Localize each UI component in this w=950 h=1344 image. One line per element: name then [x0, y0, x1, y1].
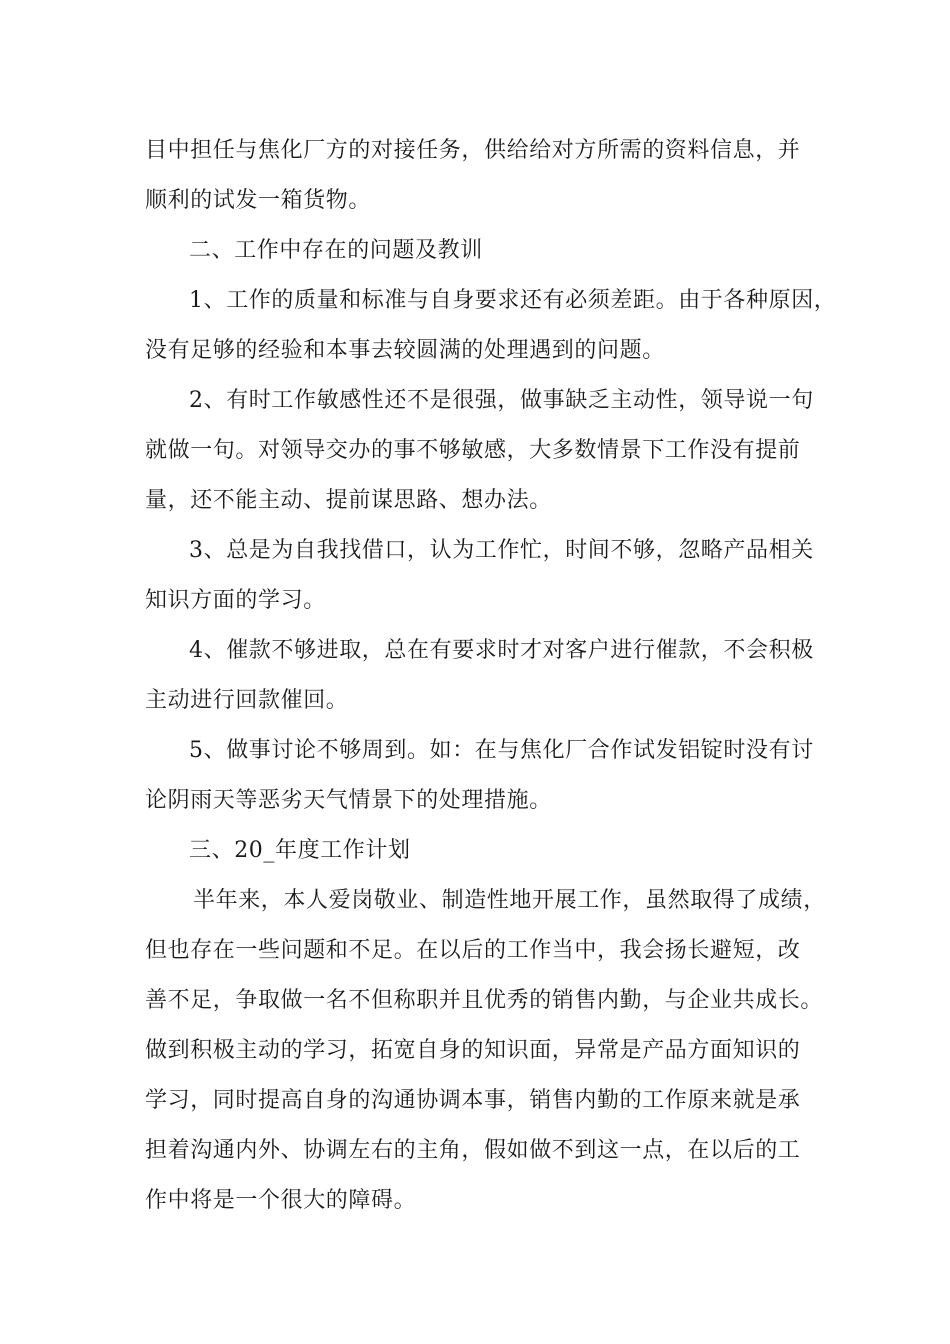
text-line: 4、催款不够进取，总在有要求时才对客户进行催款，不会积极: [189, 638, 814, 663]
text-line: 学习，同时提高自身的沟通协调本事，销售内勤的工作原来就是承: [145, 1088, 801, 1113]
section-heading: 三、20_年度工作计划: [189, 838, 411, 863]
text-line: 量，还不能主动、提前谋思路、想办法。: [145, 488, 552, 513]
text-line: 但也存在一些问题和不足。在以后的工作当中，我会扬长避短，改: [145, 938, 801, 963]
text-line: 作中将是一个很大的障碍。: [145, 1188, 417, 1213]
text-line: 顺利的试发一箱货物。: [145, 188, 372, 213]
text-line: 1、工作的质量和标准与自身要求还有必须差距。由于各种原因，: [189, 288, 837, 313]
text-line: 2、有时工作敏感性还不是很强，做事缺乏主动性，领导说一句: [189, 388, 814, 413]
text-line: 就做一句。对领导交办的事不够敏感，大多数情景下工作没有提前: [145, 438, 801, 463]
text-line: 目中担任与焦化厂方的对接任务，供给给对方所需的资料信息，并: [145, 138, 801, 163]
section-heading: 二、工作中存在的问题及教训: [189, 238, 483, 263]
text-line: 没有足够的经验和本事去较圆满的处理遇到的问题。: [145, 338, 665, 363]
text-line: 5、做事讨论不够周到。如：在与焦化厂合作试发铝锭时没有讨: [189, 738, 814, 763]
text-line: 担着沟通内外、协调左右的主角，假如做不到这一点，在以后的工: [145, 1138, 801, 1163]
text-line: 做到积极主动的学习，拓宽自身的知识面，异常是产品方面知识的: [145, 1038, 801, 1063]
text-line: 论阴雨天等恶劣天气情景下的处理措施。: [145, 788, 552, 813]
text-line: 半年来，本人爱岗敬业、制造性地开展工作，虽然取得了成绩，: [193, 888, 826, 913]
text-line: 知识方面的学习。: [145, 588, 326, 613]
text-line: 主动进行回款催回。: [145, 688, 349, 713]
text-line: 善不足，争取做一名不但称职并且优秀的销售内勤，与企业共成长。: [145, 988, 824, 1013]
text-line: 3、总是为自我找借口，认为工作忙，时间不够，忽略产品相关: [189, 538, 814, 563]
